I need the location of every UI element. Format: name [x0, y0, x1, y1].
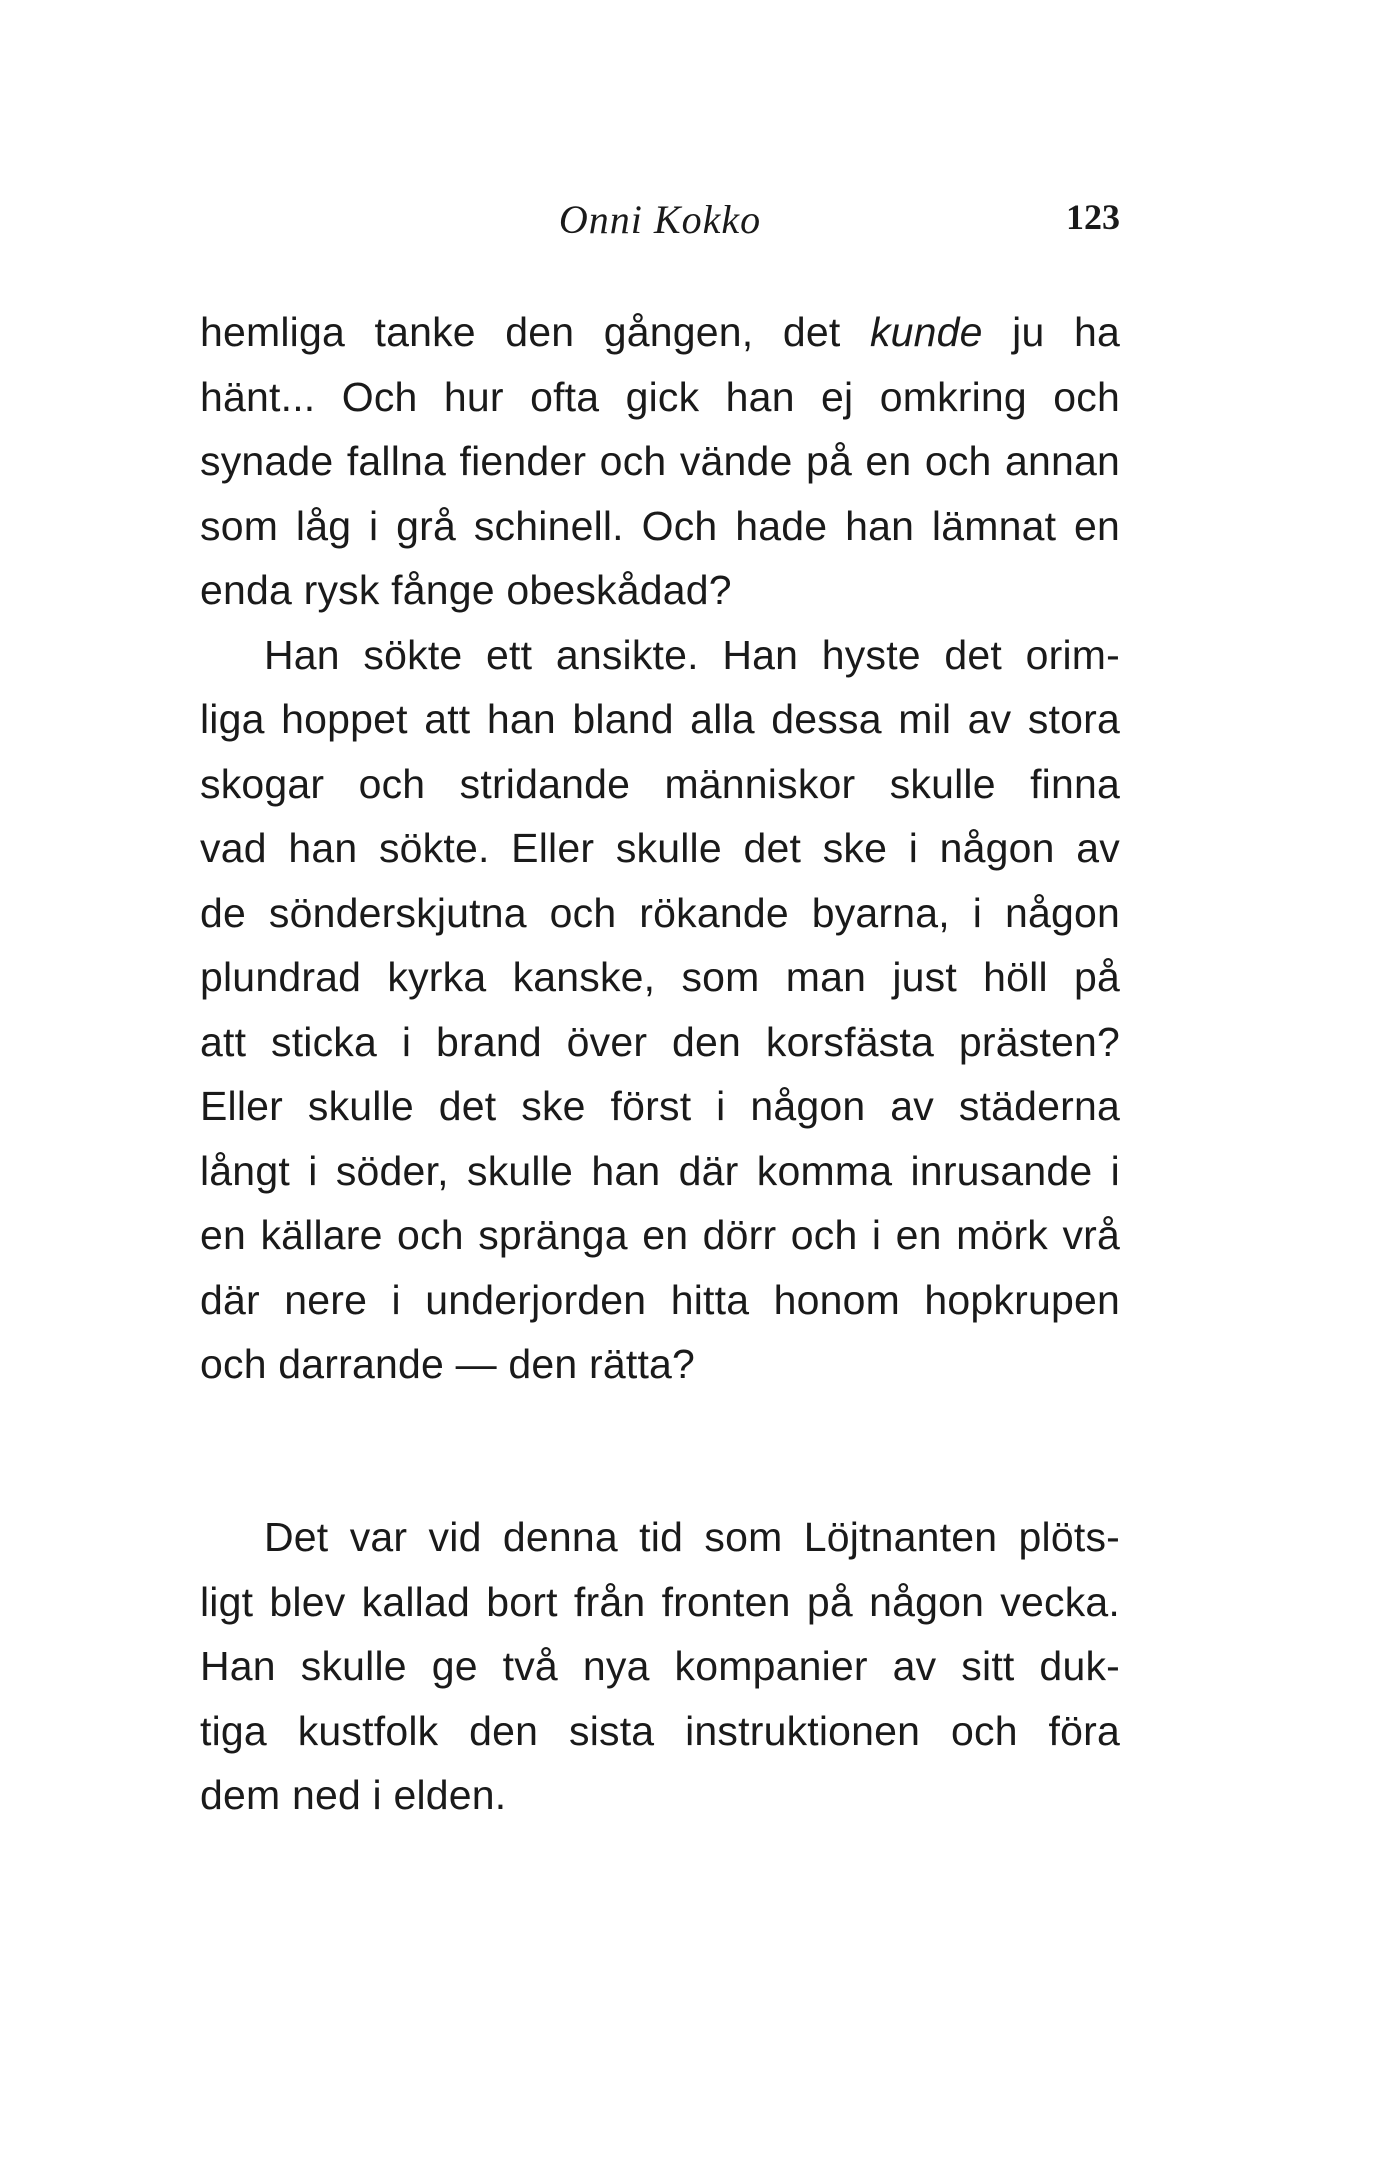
text-line: där nere i underjorden hitta honom hopkrupen	[200, 1276, 1120, 1323]
text-segment: hemliga tanke den gången, det	[200, 309, 870, 355]
text-line: Han sökte ett ansikte. Han hyste det orim-	[264, 631, 1120, 678]
text-line: Eller skulle det ske först i någon av städerna	[200, 1083, 1120, 1129]
text-segment: ju ha	[982, 309, 1120, 355]
text-line	[200, 300, 1120, 365]
text-section-1	[200, 300, 1120, 1397]
text-line: vad han sökte. Eller skulle det ske i någon av	[200, 825, 1120, 871]
text-line: dem ned i elden.	[200, 1772, 507, 1818]
text-line: Han skulle ge två nya kompanier av sitt duk-	[200, 1643, 1120, 1689]
text-line: hänt... Och hur ofta gick han ej omkring och	[200, 373, 1120, 420]
running-title: Onni Kokko	[558, 197, 762, 242]
text-line: att sticka i brand över den korsfästa prästen?	[200, 1018, 1120, 1065]
text-line: en källare och spränga en dörr och i en mörk vrå	[200, 1212, 1120, 1258]
text-line: ligt blev kallad bort från fronten på någon vecka.	[200, 1578, 1120, 1625]
text-line: och darrande — den rätta?	[200, 1341, 696, 1387]
text-line: skogar och stridande människor skulle finna	[200, 760, 1120, 807]
text-line: de sönderskjutna och rökande byarna, i någon	[200, 889, 1120, 936]
running-head	[200, 196, 1120, 252]
page-number: 123	[1066, 197, 1120, 237]
text-line: liga hoppet att han bland alla dessa mil av stora	[200, 696, 1120, 742]
text-section-2	[200, 1505, 1120, 1828]
text-line: enda rysk fånge obeskådad?	[200, 567, 732, 613]
text-line: synade fallna fiender och vände på en och annan	[200, 438, 1120, 484]
text-line: plundrad kyrka kanske, som man just höll på	[200, 954, 1120, 1000]
text-line: långt i söder, skulle han där komma inrusande i	[200, 1147, 1120, 1194]
text-line: tiga kustfolk den sista instruktionen och föra	[200, 1707, 1120, 1754]
emphasized-word: kunde	[869, 309, 983, 355]
text-line: Det var vid denna tid som Löjtnanten plöts-	[264, 1514, 1120, 1560]
text-line: som låg i grå schinell. Och hade han lämnat en	[200, 502, 1120, 549]
